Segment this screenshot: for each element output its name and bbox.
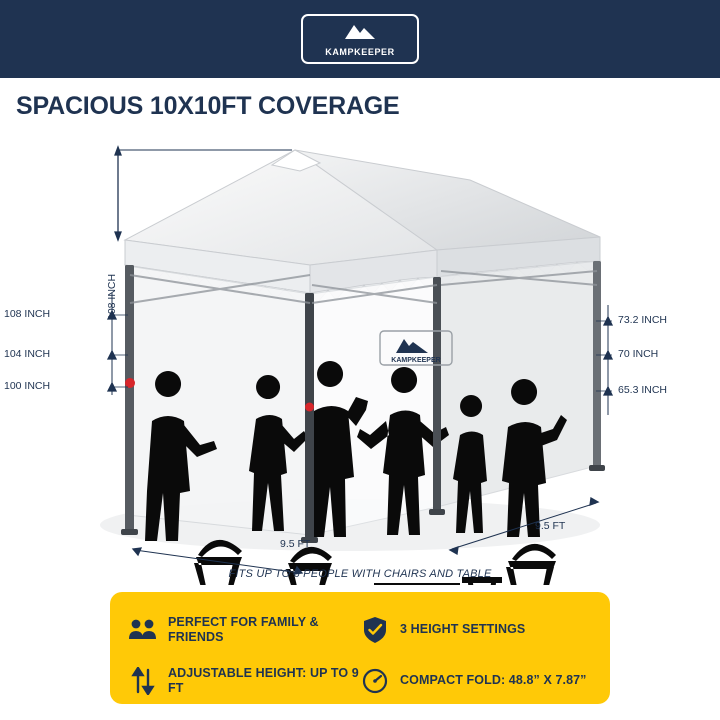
- dim-front-width: 9.5 FT: [280, 538, 311, 550]
- dim-right-height-2: 70 INCH: [618, 348, 659, 360]
- dim-left-height-2: 104 INCH: [4, 348, 51, 360]
- feature-item-adjustable-height: [128, 657, 360, 704]
- people-icon: [128, 615, 158, 645]
- canopy-drawing: [0, 125, 720, 585]
- gauge-icon: [360, 666, 390, 696]
- up-down-arrows-icon: [128, 666, 158, 696]
- dim-left-height-3: 100 INCH: [4, 380, 51, 392]
- features-panel: [110, 592, 610, 704]
- brand-logo-text: KAMPKEEPER: [325, 46, 395, 57]
- feature-label-compact-fold: COMPACT FOLD: 48.8” X 7.87”: [400, 673, 587, 688]
- feature-label-family: PERFECT FOR FAMILY & FRIENDS: [168, 615, 319, 644]
- dim-right-height-1: 73.2 INCH: [618, 314, 668, 326]
- dim-right-height-3: 65.3 INCH: [618, 384, 668, 396]
- dim-side-width: 9.5 FT: [535, 520, 566, 532]
- feature-item-family: [128, 606, 360, 653]
- canopy-illustration: [0, 125, 720, 585]
- brand-logo: [301, 14, 419, 64]
- feature-label-height-settings: 3 HEIGHT SETTINGS: [400, 622, 526, 637]
- page-title: SPACIOUS 10X10FT COVERAGE: [16, 92, 400, 120]
- feature-item-compact-fold: [360, 657, 592, 704]
- page-header: [0, 0, 720, 78]
- feature-item-height-settings: [360, 606, 592, 653]
- mountain-icon: [343, 22, 377, 45]
- illustration-caption: FITS UP TO 6 PEOPLE WITH CHAIRS AND TABLE: [228, 568, 492, 580]
- svg-text:KAMPKEEPER: KAMPKEEPER: [391, 357, 441, 364]
- shield-icon: [360, 615, 390, 645]
- dim-left-height-1: 108 INCH: [4, 308, 51, 320]
- feature-label-adjustable-height: ADJUSTABLE HEIGHT: UP TO 9 FT: [168, 666, 359, 695]
- dim-peak-height: 108 INCH: [106, 273, 118, 320]
